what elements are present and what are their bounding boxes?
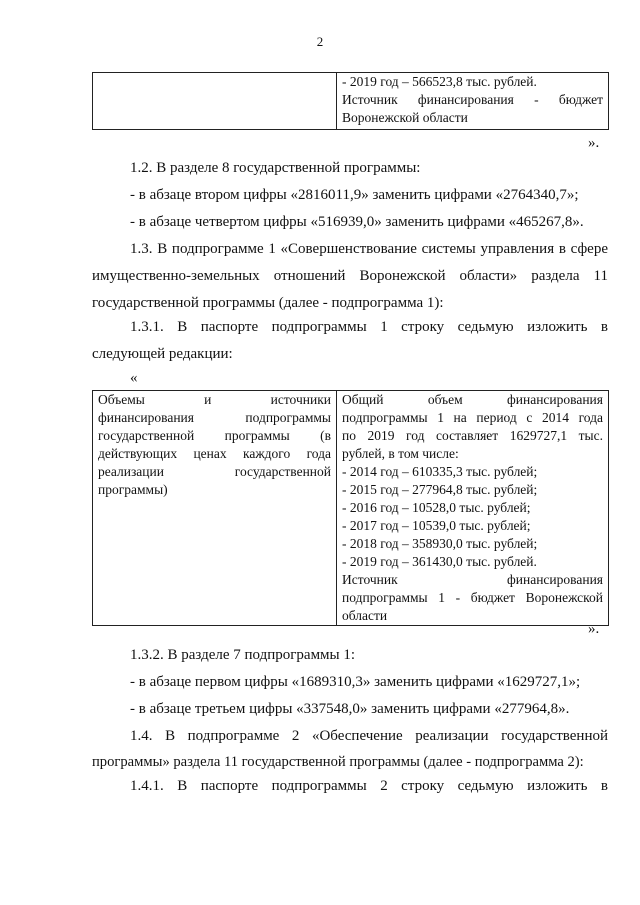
top-table-right-cell bbox=[337, 73, 609, 130]
passport-right-line: подпрограммы 1 - бюджет Воронежской bbox=[342, 590, 603, 605]
paragraph-line: 1.3. В подпрограмме 1 «Совершенствование системы управления в сфере bbox=[130, 241, 608, 257]
passport-right-line: подпрограммы 1 на период с 2014 года bbox=[342, 410, 603, 425]
passport-right-line: - 2015 год – 277964,8 тыс. рублей; bbox=[342, 482, 538, 497]
paragraph-line: государственной программы (далее - подпрограмма 1): bbox=[92, 295, 444, 311]
paragraph: - в абзаце втором цифры «2816011,9» заменить цифрами «2764340,7»; bbox=[130, 187, 579, 203]
passport-left-line: государственной программы (в bbox=[98, 428, 331, 443]
paragraph: 1.3.2. В разделе 7 подпрограммы 1: bbox=[130, 647, 356, 663]
passport-right-line: рублей, в том числе: bbox=[342, 446, 459, 461]
passport-right-line: - 2016 год – 10528,0 тыс. рублей; bbox=[342, 500, 531, 515]
paragraph-line: 1.3.1. В паспорте подпрограммы 1 строку седьмую изложить в bbox=[130, 319, 608, 335]
paragraph-line: 1.4. В подпрограмме 2 «Обеспечение реализации государственной bbox=[130, 728, 608, 744]
paragraph-line: программы» раздела 11 государственной программы (далее - подпрограмма 2): bbox=[92, 754, 584, 770]
passport-left-line: реализации государственной bbox=[98, 464, 331, 479]
paragraph-line: 1.4.1. В паспорте подпрограммы 2 строку седьмую изложить в bbox=[130, 778, 608, 794]
top-table-left-cell bbox=[93, 73, 337, 130]
passport-right-line: по 2019 год составляет 1629727,1 тыс. bbox=[342, 428, 603, 443]
passport-left-line: действующих ценах каждого года bbox=[98, 446, 331, 461]
passport-right-line: Источник финансирования bbox=[342, 572, 603, 587]
passport-left-line: финансирования подпрограммы bbox=[98, 410, 331, 425]
passport-right-line: - 2018 год – 358930,0 тыс. рублей; bbox=[342, 536, 538, 551]
paragraph: - в абзаце третьем цифры «337548,0» заменить цифрами «277964,8». bbox=[130, 701, 570, 717]
paragraph: - в абзаце первом цифры «1689310,3» заменить цифрами «1629727,1»; bbox=[130, 674, 581, 690]
passport-left-line: программы) bbox=[98, 482, 168, 497]
passport-right-cell bbox=[337, 391, 609, 626]
page-number: 2 bbox=[316, 34, 324, 49]
paragraph: 1.2. В разделе 8 государственной программы: bbox=[130, 160, 421, 176]
passport-right-line: Общий объем финансирования bbox=[342, 392, 603, 407]
top-table-line: Воронежской области bbox=[342, 110, 468, 125]
paragraph: - в абзаце четвертом цифры «516939,0» заменить цифрами «465267,8». bbox=[130, 214, 584, 230]
passport-table bbox=[92, 390, 609, 626]
top-table-line: Источник финансирования - бюджет bbox=[342, 92, 603, 107]
top-table bbox=[92, 72, 609, 130]
passport-right-line: - 2014 год – 610335,3 тыс. рублей; bbox=[342, 464, 538, 479]
open-quote: « bbox=[130, 370, 138, 386]
top-table-line: - 2019 год – 566523,8 тыс. рублей. bbox=[342, 74, 537, 89]
passport-left-cell bbox=[93, 391, 337, 626]
close-quote: ». bbox=[588, 621, 600, 637]
passport-left-line: Объемы и источники bbox=[98, 392, 331, 407]
close-quote: ». bbox=[588, 135, 600, 151]
passport-right-line: области bbox=[342, 608, 388, 623]
passport-right-line: - 2017 год – 10539,0 тыс. рублей; bbox=[342, 518, 531, 533]
paragraph-line: имущественно-земельных отношений Воронежской области» раздела 11 bbox=[92, 268, 608, 284]
passport-right-line: - 2019 год – 361430,0 тыс. рублей. bbox=[342, 554, 537, 569]
paragraph-line: следующей редакции: bbox=[92, 346, 233, 362]
